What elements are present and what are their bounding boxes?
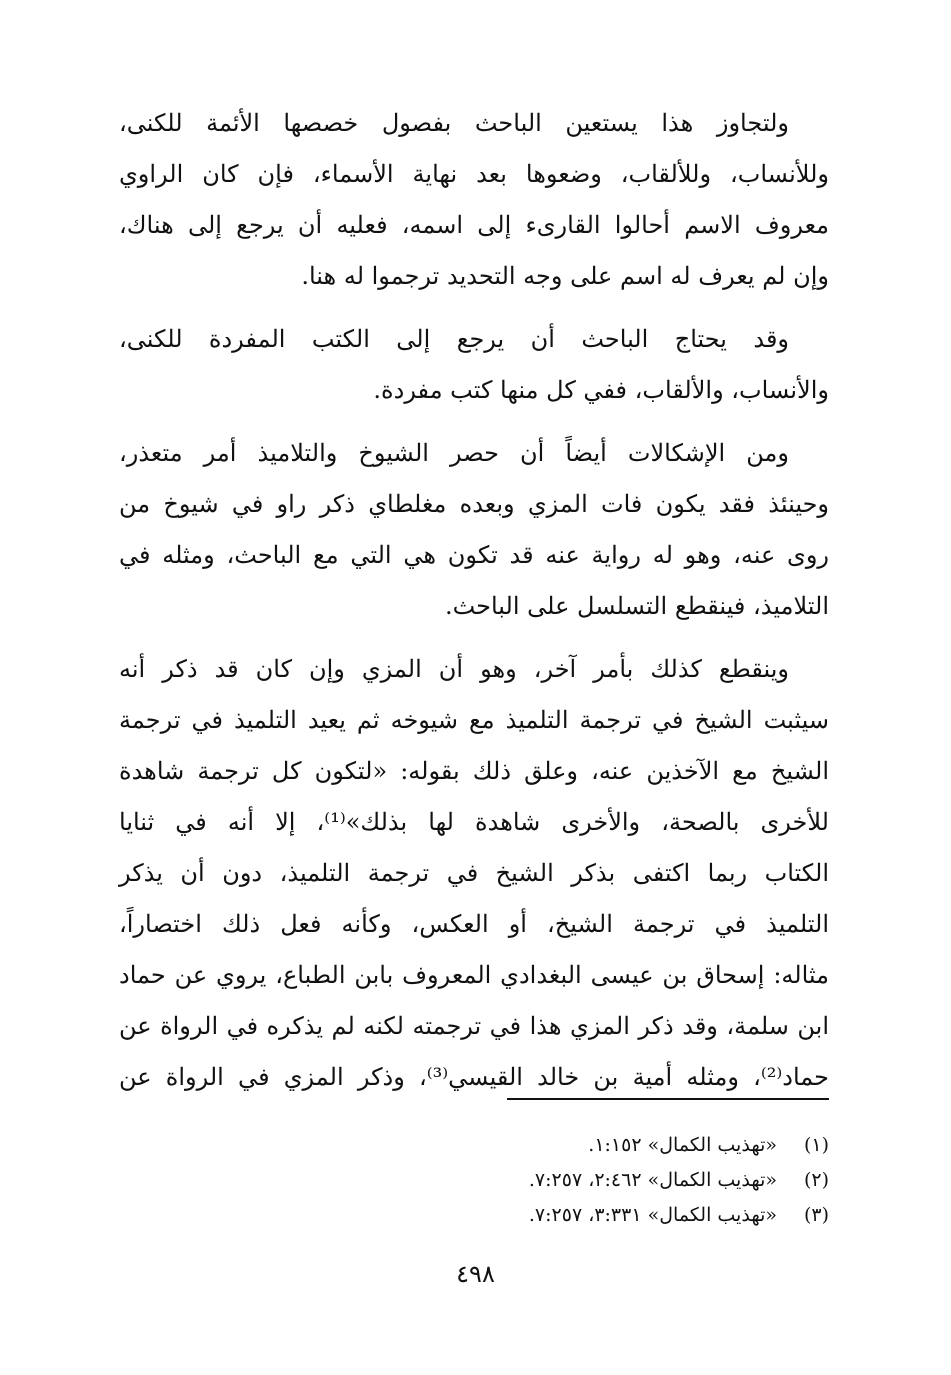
footnote-number: (٣) (803, 1204, 829, 1226)
footnote (119, 1198, 829, 1233)
footnote (119, 1128, 829, 1163)
text-line: حماد⁽²⁾، ومثله أمية بن خالد القيسي⁽³⁾، وذكر المزي في الرواة عن (119, 1063, 829, 1091)
footnote-text: «تهذيب الكمال» ٢:٤٦٢، ٧:٢٥٧. (528, 1169, 777, 1191)
footnote-number: (١) (803, 1134, 829, 1156)
text-line: وقد يحتاج الباحث أن يرجع إلى الكتب المفردة للكنى، (119, 325, 789, 353)
text-line: وإن لم يعرف له اسم على وجه التحديد ترجموا له هنا. (301, 262, 829, 290)
paragraph-4 (119, 644, 829, 1103)
text-line: ابن سلمة، وقد ذكر المزي هذا في ترجمته لكنه لم يذكره في الرواة عن (119, 1012, 829, 1040)
paragraph-3 (119, 428, 829, 632)
text-line: وينقطع كذلك بأمر آخر، وهو أن المزي وإن كان قد ذكر أنه (119, 655, 789, 683)
text-line: التلاميذ، فينقطع التسلسل على الباحث. (444, 592, 829, 620)
footnote-separator (507, 1098, 829, 1100)
paragraph-2 (119, 314, 829, 416)
text-line: ومن الإشكالات أيضاً أن حصر الشيوخ والتلاميذ أمر متعذر، (119, 439, 789, 467)
text-line: وللأنساب، وللألقاب، وضعوها بعد نهاية الأسماء، فإن كان الراوي (119, 160, 829, 188)
footnote-text: «تهذيب الكمال» ٣:٣٣١، ٧:٢٥٧. (528, 1204, 777, 1226)
text-line: للأخرى بالصحة، والأخرى شاهدة لها بذلك»⁽¹⁾، إلا أنه في ثنايا (119, 808, 829, 836)
main-text (119, 98, 829, 1115)
footnote-text: «تهذيب الكمال» ١:١٥٢. (588, 1134, 777, 1156)
text-line: مثاله: إسحاق بن عيسى البغدادي المعروف بابن الطباع، يروي عن حماد (119, 961, 829, 989)
text-line: الكتاب ربما اكتفى بذكر الشيخ في ترجمة التلميذ، دون أن يذكر (119, 859, 829, 887)
text-line: سيثبت الشيخ في ترجمة التلميذ مع شيوخه ثم يعيد التلميذ في ترجمة (119, 706, 829, 734)
text-line: التلميذ في ترجمة الشيخ، أو العكس، وكأنه فعل ذلك اختصاراً، (119, 910, 829, 938)
text-line: معروف الاسم أحالوا القارىء إلى اسمه، فعليه أن يرجع إلى هناك، (119, 211, 829, 239)
text-line: والأنساب، والألقاب، ففي كل منها كتب مفردة. (373, 376, 829, 404)
page-number: ٤٩٨ (456, 1260, 495, 1288)
footnote-number: (٢) (803, 1169, 829, 1191)
paragraph-1 (119, 98, 829, 302)
text-line: روى عنه، وهو له رواية عنه قد تكون هي التي مع الباحث، ومثله في (119, 541, 829, 569)
footnotes (119, 1128, 829, 1233)
text-line: وحينئذ فقد يكون فات المزي وبعده مغلطاي ذكر راو في شيوخ من (119, 490, 829, 518)
text-line: الشيخ مع الآخذين عنه، وعلق ذلك بقوله: «لتكون كل ترجمة شاهدة (119, 757, 829, 785)
footnote (119, 1163, 829, 1198)
text-line: ولتجاوز هذا يستعين الباحث بفصول خصصها الأئمة للكنى، (119, 109, 789, 137)
